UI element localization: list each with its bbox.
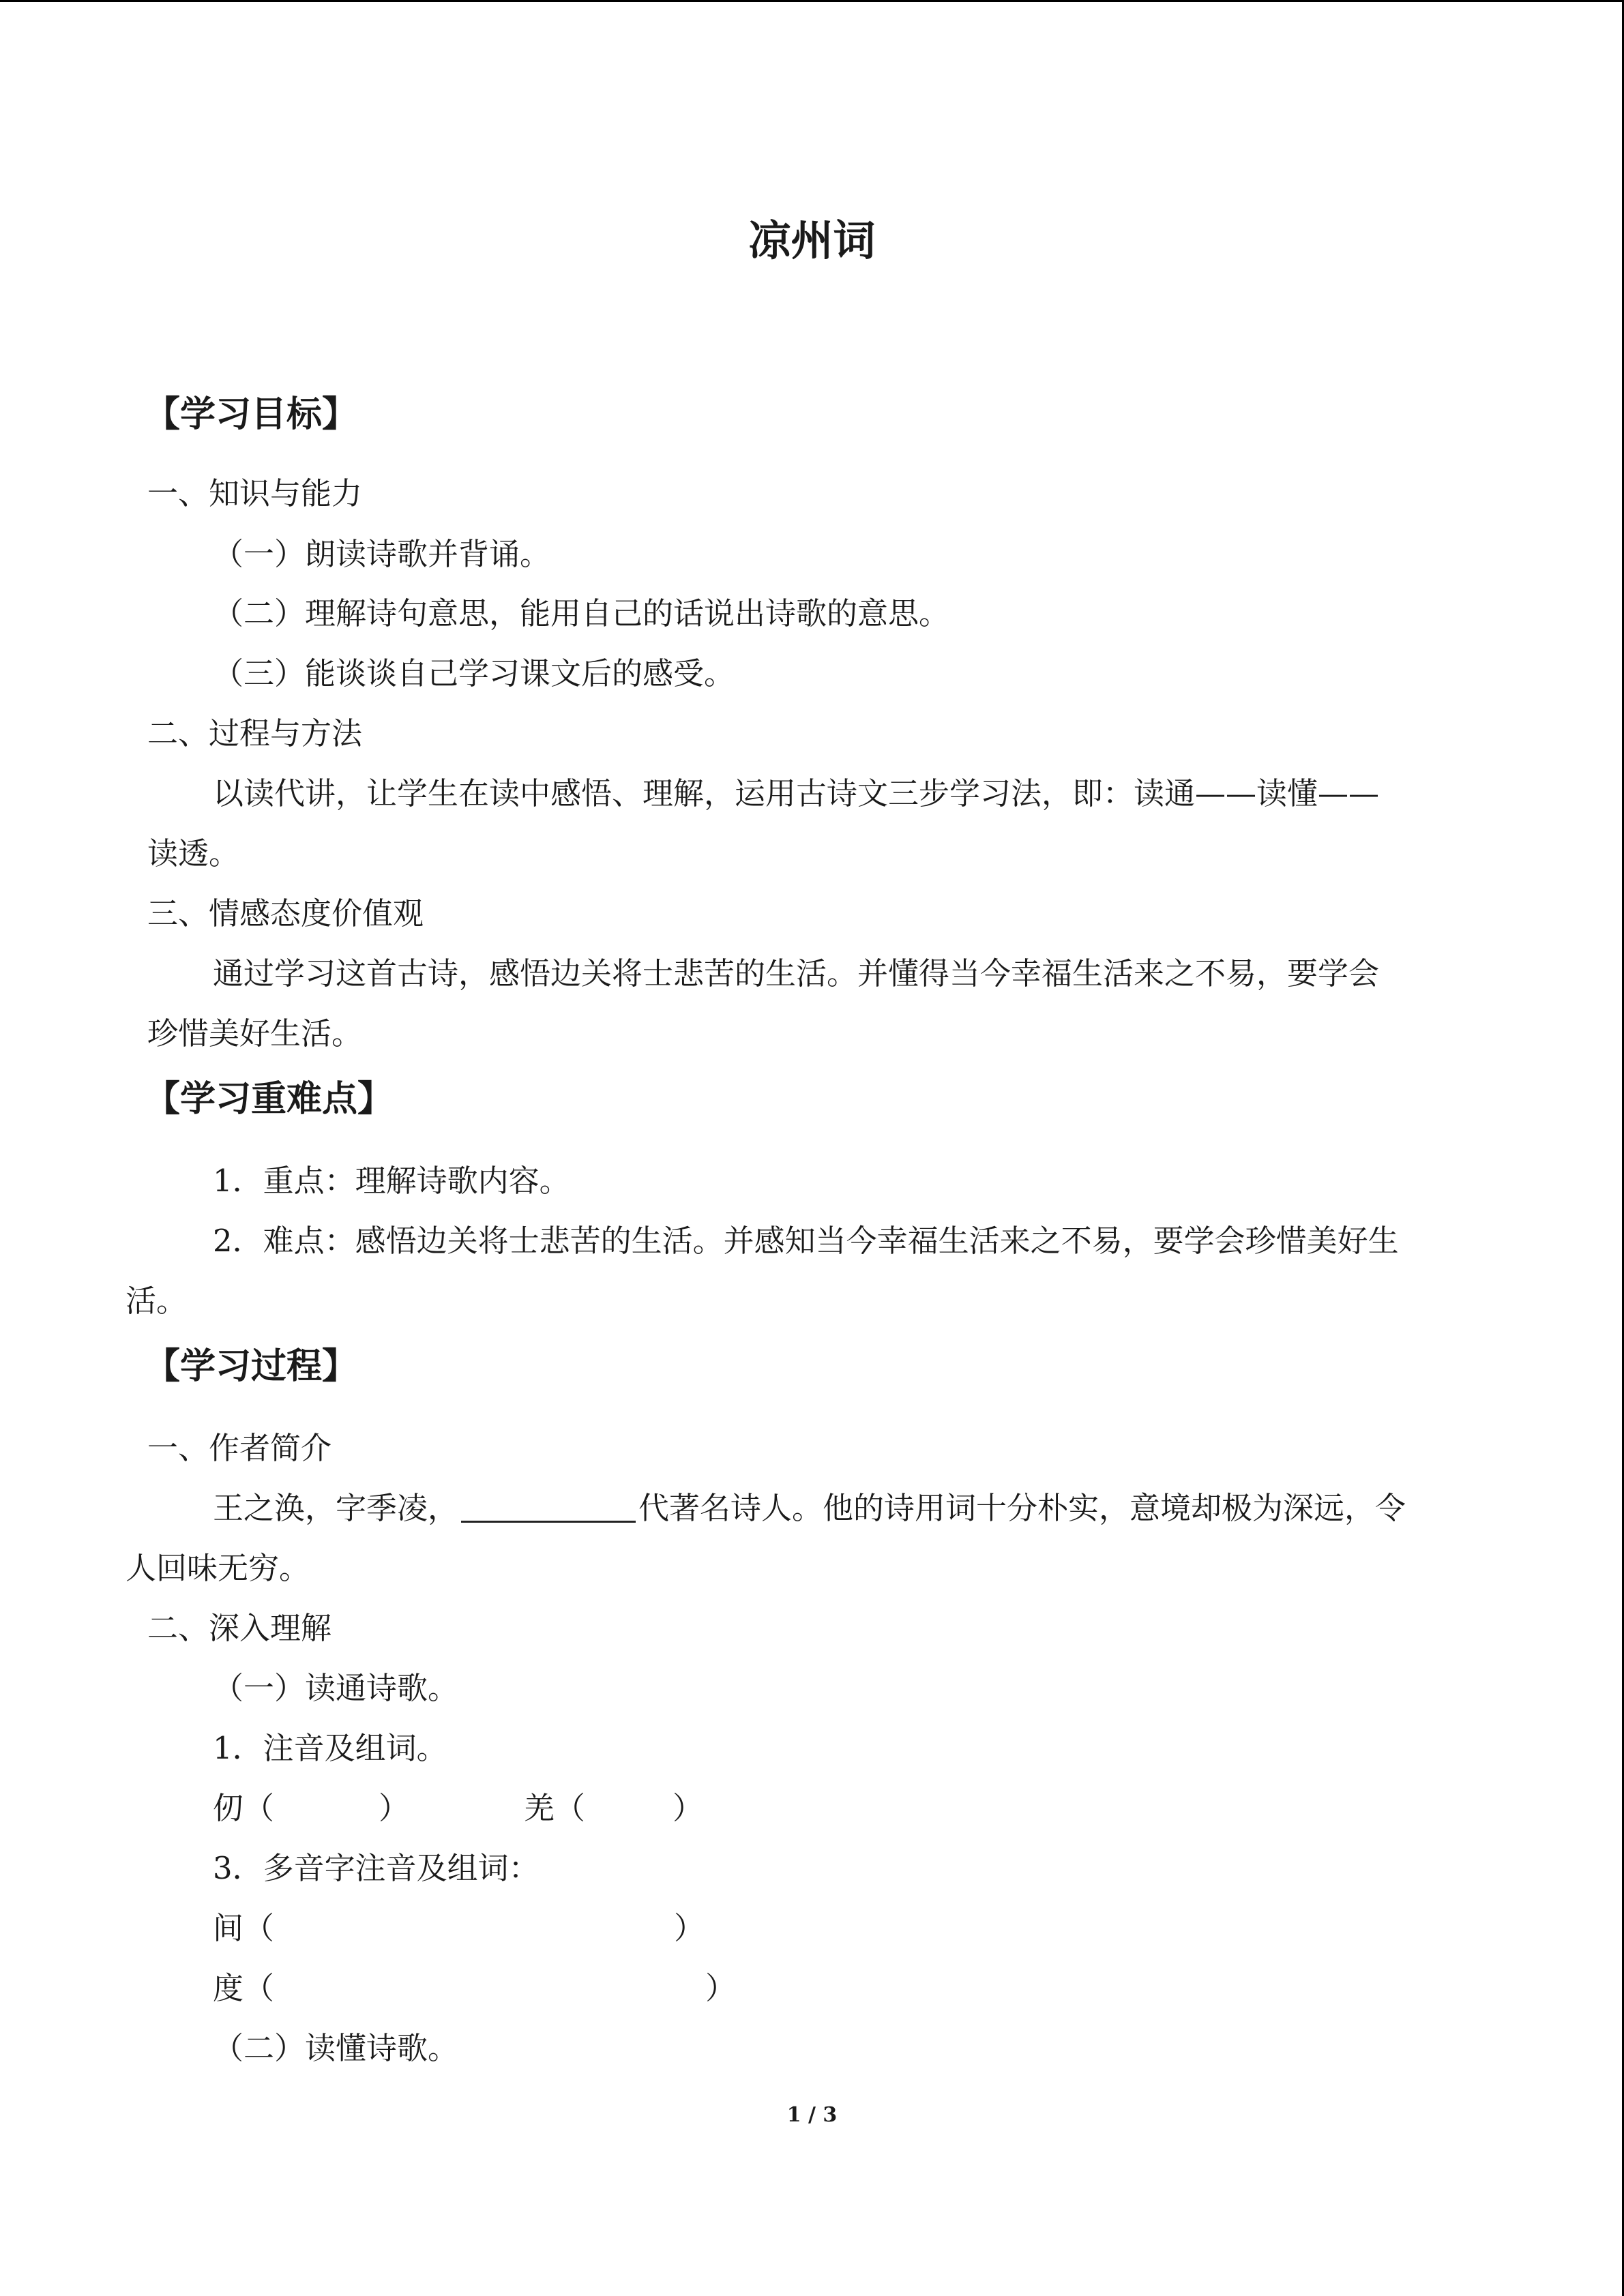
key-point-2: 2．难点：感悟边关将士悲苦的生活。并感知当今幸福生活来之不易，要学会珍惜美好生 [213,1223,1399,1259]
goal-knowledge: 一、知识与能力 [147,475,363,511]
process-understanding: 二、深入理解 [147,1610,332,1646]
process-read-understand: （二）读懂诗歌。 [213,2030,459,2066]
process-author: 一、作者简介 [147,1430,332,1466]
page-number: 1 / 3 [786,2103,838,2127]
jian-item: 间（ [213,1910,275,1946]
goal-method-text-cont: 读透。 [147,835,240,871]
section-heading-process: 【学习过程】 [145,1345,358,1387]
process-phonetic: 1．注音及组词。 [213,1730,447,1766]
key-point-1: 1．重点：理解诗歌内容。 [213,1163,570,1199]
qiang-item: 羌（ [524,1790,586,1826]
du-item: 度（ [213,1970,275,2006]
goal-values-text-cont: 珍惜美好生活。 [147,1015,363,1052]
goal-knowledge-1: （一）朗读诗歌并背诵。 [213,536,551,572]
section-heading-goals: 【学习目标】 [145,393,358,435]
ren-item: 仞（ [213,1790,275,1826]
qiang-close: ） [673,1790,704,1826]
page-title: 凉州词 [748,215,876,265]
goal-knowledge-2: （二）理解诗句意思，能用自己的话说出诗歌的意思。 [213,595,950,631]
goal-knowledge-3: （三）能谈谈自己学习课文后的感受。 [213,655,735,691]
key-point-2-cont: 活。 [126,1283,188,1319]
process-polyphone: 3．多音字注音及组词： [213,1850,540,1886]
ren-close: ） [379,1790,410,1826]
top-border [0,0,1624,2]
author-text-start: 王之涣，字季凌， [213,1490,459,1526]
author-text-end: 代著名诗人。他的诗用词十分朴实，意境却极为深远，令 [638,1490,1406,1526]
dynasty-blank[interactable] [461,1489,636,1523]
du-close: ） [705,1970,737,2006]
goal-values-text: 通过学习这首古诗，感悟边关将士悲苦的生活。并懂得当今幸福生活来之不易，要学会 [213,955,1380,992]
process-author-text [213,1487,1406,1530]
jian-close: ） [674,1910,705,1946]
goal-values: 三、情感态度价值观 [147,895,424,931]
goal-method: 二、过程与方法 [147,715,363,751]
section-heading-key-points: 【学习重难点】 [145,1078,394,1120]
process-read-through: （一）读通诗歌。 [213,1670,459,1706]
process-author-text-cont: 人回味无穷。 [126,1550,310,1586]
goal-method-text: 以读代讲，让学生在读中感悟、理解，运用古诗文三步学习法，即：读通——读懂—— [213,775,1380,811]
